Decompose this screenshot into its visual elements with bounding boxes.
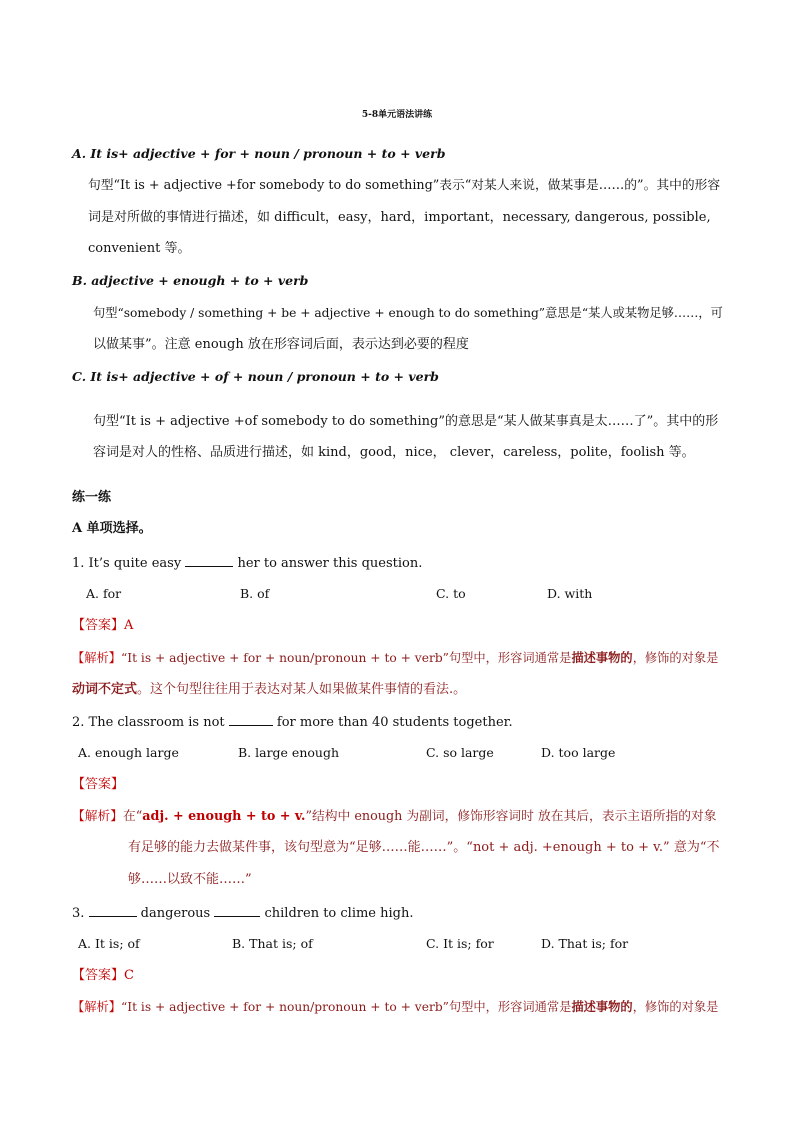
question-1-answer-value: A [124,618,134,633]
question-2-option-b: B. large enough [238,745,340,760]
section-b-line-2: 以做某事”。注意 enough 放在形容词后面，表示达到必要的程度 [93,337,469,352]
analysis-emphasis: adj. + enough + to + v. [142,809,306,824]
question-3-blank-2 [214,904,260,917]
question-1-analysis-line-2 [72,682,466,698]
question-3-option-a: A. It is; of [78,936,140,951]
section-b-heading: B. adjective + enough + to + verb [72,273,309,288]
question-1-answer-label: 【答案】 [72,618,125,633]
question-3-option-b: B. That is; of [232,936,313,951]
analysis-text: “It is + adjective + for + noun/pronoun + to + verb”句型中，形容词通常是 [121,1000,572,1014]
question-1-option-a: A. for [86,586,122,601]
question-3-stem-before: 3. [72,906,89,921]
analysis-text: 。这个句型往往用于表达对某人如果做某件事情的看法.。 [137,682,467,697]
question-2-blank [229,713,273,726]
question-3-stem-middle: dangerous [136,906,215,921]
question-3-stem-after: children to clime high. [260,906,414,921]
question-2-stem-after: for more than 40 students together. [272,715,513,730]
question-3-option-d: D. That is; for [541,936,629,951]
analysis-text: ”结构中 enough 为副词，修饰形容词时 放在其后，表示主语所指的对象 [305,809,717,824]
question-1-option-b: B. of [240,586,270,601]
analysis-text: “It is + adjective + for + noun/pronoun + to + verb”句型中，形容词通常是 [121,651,572,665]
section-a-line-3: convenient 等。 [88,241,191,256]
question-3-answer [72,968,134,984]
analysis-text: ，修饰的对象是 [632,1000,719,1014]
question-3-stem [72,904,413,922]
question-2-option-a: A. enough large [78,745,179,760]
question-3-analysis-line-1 [72,999,718,1015]
question-3-blank-1 [89,904,137,917]
question-2-option-c: C. so large [426,745,494,760]
section-a-line-1: 句型“It is + adjective +for somebody to do something”表示“对某人来说，做某事是……的”。其中的形容 [88,178,721,193]
question-2-answer [72,777,124,793]
analysis-text: 在“ [123,809,143,824]
section-a-line-2: 词是对所做的事情进行描述，如 difficult，easy，hard，important，necessary, dangerous, possible, [88,210,711,225]
question-3-answer-label: 【答案】 [72,968,125,983]
section-c-heading: C. It is+ adjective + of + noun / pronoun + to + verb [72,369,439,384]
question-2-stem [72,713,513,731]
page-title: 5-8单元语法讲练 [361,110,433,120]
question-3-answer-value: C [124,968,134,983]
question-1-option-c: C. to [436,586,466,601]
section-b-line-1: 句型“somebody / something + be + adjective + enough to do something”意思是“某人或某物足够……，可 [93,306,723,320]
question-2-analysis-line-2: 有足够的能力去做某件事，该句型意为“足够……能……”。“not + adj. +enough + to + v.” 意为“不 [128,840,720,855]
section-c-line-1: 句型“It is + adjective +of somebody to do something”的意思是“某人做某事真是太……了”。其中的形 [93,414,719,429]
question-2-analysis-line-3: 够……以致不能……” [128,872,252,887]
section-a-heading: A. It is+ adjective + for + noun / pronoun + to + verb [72,146,446,161]
section-c-line-2: 容词是对人的性格、品质进行描述，如 kind，good，nice， clever，careless，polite，foolish 等。 [93,445,695,460]
question-2-answer-label: 【答案】 [72,777,125,792]
practice-subheading: A 单项选择。 [72,521,152,536]
question-1-blank [185,554,233,567]
practice-heading: 练一练 [72,490,112,505]
question-1-option-d: D. with [547,586,593,601]
analysis-emphasis: 描述事物的 [571,650,633,665]
analysis-emphasis: 动词不定式 [72,682,138,697]
question-3-option-c: C. It is; for [426,936,494,951]
question-1-analysis-label: 【解析】 [72,651,121,665]
analysis-emphasis: 描述事物的 [571,999,633,1014]
question-1-stem [72,554,422,572]
question-2-stem-before: 2. The classroom is not [72,715,229,730]
question-1-answer [72,618,133,634]
question-1-stem-before: 1. It’s quite easy [72,556,186,571]
question-2-option-d: D. too large [541,745,616,760]
question-3-analysis-label: 【解析】 [72,1000,121,1014]
question-2-analysis-label: 【解析】 [72,809,123,824]
question-1-analysis-line-1 [72,650,718,666]
analysis-text: ，修饰的对象是 [632,651,719,665]
question-1-stem-after: her to answer this question. [233,556,423,571]
question-2-analysis-line-1 [72,809,716,825]
